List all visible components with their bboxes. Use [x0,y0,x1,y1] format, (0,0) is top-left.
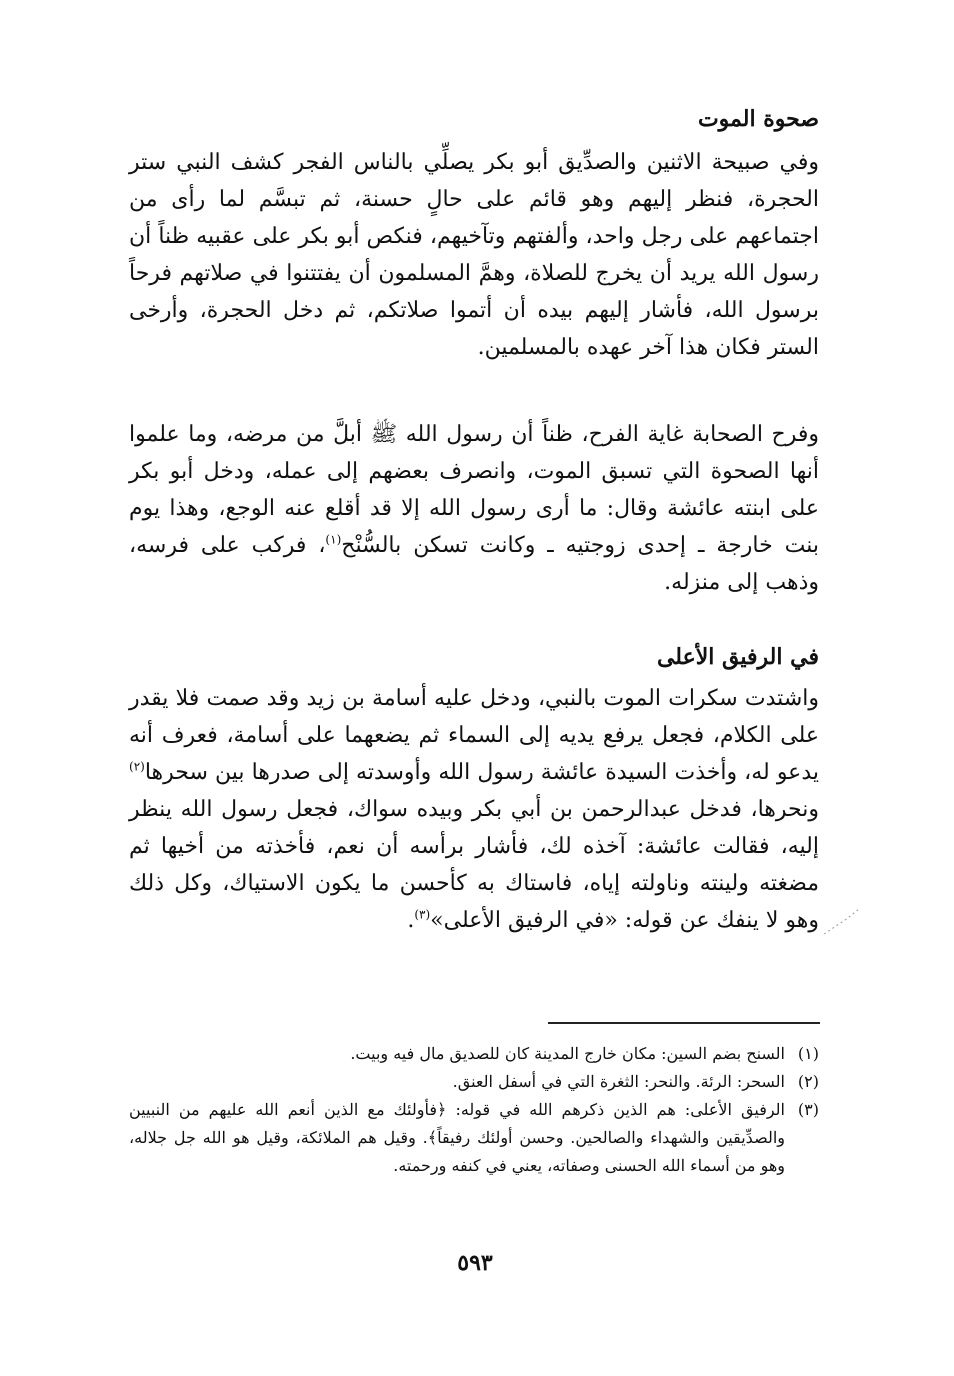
page-number: ٥٩٣ [457,1250,493,1276]
footnote-3-number: (٣) [797,1100,819,1119]
section-1-body [129,144,819,366]
footnote-3-text: الرفيق الأعلى: هم الذين ذكرهم الله في قوله: ﴿فأولئك مع الذين أنعم الله عليهم من النبيين والصدِّيقين والشهداء والصالحين. وحسن أولئك رفيقاً﴾. وقيل هم الملائكة، وقيل هو الله جل جلاله، وهو من أسماء الله الحسنى وصفاته، يعني في كنفه ورحمته. [129,1100,785,1175]
paragraph-2 [129,416,819,601]
footnote-1-text: السنح بضم السين: مكان خارج المدينة كان للصديق مال فيه وبيت. [350,1044,785,1063]
footnote-1-number: (١) [797,1044,819,1063]
footnote-ref-2: (٢) [129,759,145,774]
footnote-2 [129,1068,819,1096]
paragraph-3-end: . [407,908,415,933]
footnote-1 [129,1040,819,1068]
footnote-divider [548,1022,820,1024]
footnote-2-number: (٢) [797,1072,819,1091]
footnote-2-text: السحر: الرئة. والنحر: الثغرة التي في أسفل العنق. [452,1072,785,1091]
section-2-body [129,680,819,939]
footnote-3 [129,1096,819,1180]
footnotes [129,1040,819,1180]
paragraph-2-text: وفرح الصحابة غاية الفرح، ظناً أن رسول الله ﷺ أبلَّ من مرضه، وما علموا أنها الصحوة التي تسبق الموت، وانصرف بعضهم إلى عمله، ودخل أبو بكر على ابنته عائشة وقال: ما أرى رسول الله إلا قد أقلع عنه الوجع، وهذا يوم بنت خارجة ـ إحدى زوجتيه ـ وكانت تسكن بالسُّنْح [129,422,819,558]
section-1-body-2 [129,416,819,601]
paragraph-1: وفي صبيحة الاثنين والصدِّيق أبو بكر يصلِّي بالناس الفجر كشف النبي ستر الحجرة، فنظر إليهم وهو قائم على حالٍ حسنة، ثم تبسَّم لما رأى من اجتماعهم على رجل واحد، وألفتهم وتآخيهم، فنكص أبو بكر على عقبيه ظناً أن رسول الله يريد أن يخرج للصلاة، وهمَّ المسلمون أن يفتتنوا في صلاتهم فرحاً برسول الله، فأشار إليهم بيده أن أتموا صلاتكم، ثم دخل الحجرة، وأرخى الستر فكان هذا آخر عهده بالمسلمين. [129,150,819,360]
footnote-ref-1: (١) [325,532,342,547]
paragraph-3-text-a: واشتدت سكرات الموت بالنبي، ودخل عليه أسامة بن زيد وقد صمت فلا يقدر على الكلام، فجعل يرفع يديه إلى السماء ثم يضعهما على أسامة، فعرف أنه يدعو له، وأخذت السيدة عائشة رسول الله وأوسدته إلى صدرها بين سحرها [129,686,819,785]
scan-mark-decoration [822,906,862,936]
paragraph-2-tail: ، فركب على فرسه، وذهب إلى منزله. [129,533,819,595]
paragraph-3-text-b: ونحرها، فدخل عبدالرحمن بن أبي بكر وبيده سواك، فجعل رسول الله ينظر إليه، فقالت عائشة: آخذه لك، فأشار برأسه أن نعم، فأخذته من أخيها ثم مضغته ولينته وناولته إياه، فاستاك به كأحسن ما يكون الاستياك، وكل ذلك وهو لا ينفك عن قوله: «في الرفيق الأعلى» [129,797,819,933]
section-heading-companion: في الرفيق الأعلى [656,644,819,670]
section-heading-awakening: صحوة الموت [697,106,819,132]
footnote-ref-3: (٣) [414,907,431,922]
paragraph-3 [129,680,819,939]
